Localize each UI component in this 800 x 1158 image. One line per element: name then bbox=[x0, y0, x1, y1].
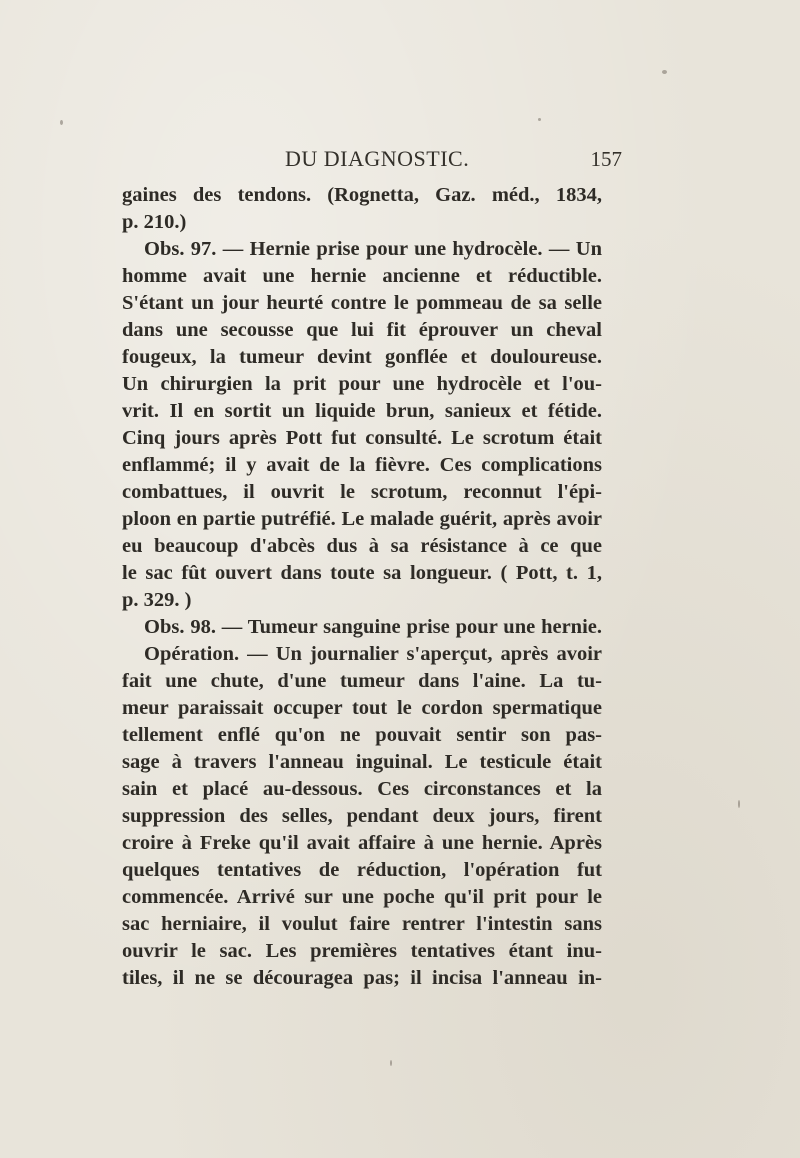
text-line-28: sac herniaire, il voulut faire rentrer l'intestin sans bbox=[122, 913, 602, 935]
text-line-11: enflammé; il y avait de la fièvre. Ces complications bbox=[122, 454, 602, 476]
paper-speck bbox=[538, 118, 541, 121]
text-line-17-obs-98: Obs. 98. — Tumeur sanguine prise pour une hernie. bbox=[144, 616, 602, 638]
text-line-29: ouvrir le sac. Les premières tentatives étant inu- bbox=[122, 940, 602, 962]
paper-speck bbox=[662, 70, 667, 74]
text-line-1: gaines des tendons. (Rognetta, Gaz. méd., 1834, bbox=[122, 184, 602, 206]
text-line-27: commencée. Arrivé sur une poche qu'il prit pour le bbox=[122, 886, 602, 908]
text-line-19: fait une chute, d'une tumeur dans l'aine. La tu- bbox=[122, 670, 602, 692]
running-title: DU DIAGNOSTIC. bbox=[285, 146, 470, 171]
text-line-24: suppression des selles, pendant deux jours, firent bbox=[122, 805, 602, 827]
text-line-5: S'étant un jour heurté contre le pommeau de sa selle bbox=[122, 292, 602, 314]
text-line-16: p. 329. ) bbox=[122, 589, 192, 611]
text-line-6: dans une secousse que lui fit éprouver un cheval bbox=[122, 319, 602, 341]
text-line-8: Un chirurgien la prit pour une hydrocèle et l'ou- bbox=[122, 373, 602, 395]
text-line-4: homme avait une hernie ancienne et réductible. bbox=[122, 265, 602, 287]
text-line-26: quelques tentatives de réduction, l'opération fut bbox=[122, 859, 602, 881]
text-line-2: p. 210.) bbox=[122, 211, 187, 233]
text-line-23: sain et placé au-dessous. Ces circonstances et la bbox=[122, 778, 602, 800]
running-head bbox=[120, 146, 620, 176]
text-line-25: croire à Freke qu'il avait affaire à une hernie. Après bbox=[122, 832, 602, 854]
text-line-13: ploon en partie putréfié. Le malade guérit, après avoir bbox=[122, 508, 602, 530]
text-line-18: Opération. — Un journalier s'aperçut, après avoir bbox=[144, 643, 602, 665]
body-text bbox=[122, 182, 602, 992]
text-line-3-obs-97: Obs. 97. — Hernie prise pour une hydrocèle. — Un bbox=[144, 238, 602, 260]
text-line-7: fougeux, la tumeur devint gonflée et douloureuse. bbox=[122, 346, 602, 368]
paper-speck bbox=[738, 800, 740, 808]
text-line-9: vrit. Il en sortit un liquide brun, sanieux et fétide. bbox=[122, 400, 602, 422]
text-line-21: tellement enflé qu'on ne pouvait sentir son pas- bbox=[122, 724, 602, 746]
page-number: 157 bbox=[590, 147, 622, 171]
text-line-30: tiles, il ne se découragea pas; il incisa l'anneau in- bbox=[122, 967, 602, 989]
paper-speck bbox=[390, 1060, 392, 1066]
text-line-12: combattues, il ouvrit le scrotum, reconnut l'épi- bbox=[122, 481, 602, 503]
text-line-22: sage à travers l'anneau inguinal. Le testicule était bbox=[122, 751, 602, 773]
text-line-14: eu beaucoup d'abcès dus à sa résistance à ce que bbox=[122, 535, 602, 557]
text-line-20: meur paraissait occuper tout le cordon spermatique bbox=[122, 697, 602, 719]
text-line-10: Cinq jours après Pott fut consulté. Le scrotum était bbox=[122, 427, 602, 449]
text-line-15: le sac fût ouvert dans toute sa longueur. ( Pott, t. 1, bbox=[122, 562, 602, 584]
paper-speck bbox=[60, 120, 63, 125]
